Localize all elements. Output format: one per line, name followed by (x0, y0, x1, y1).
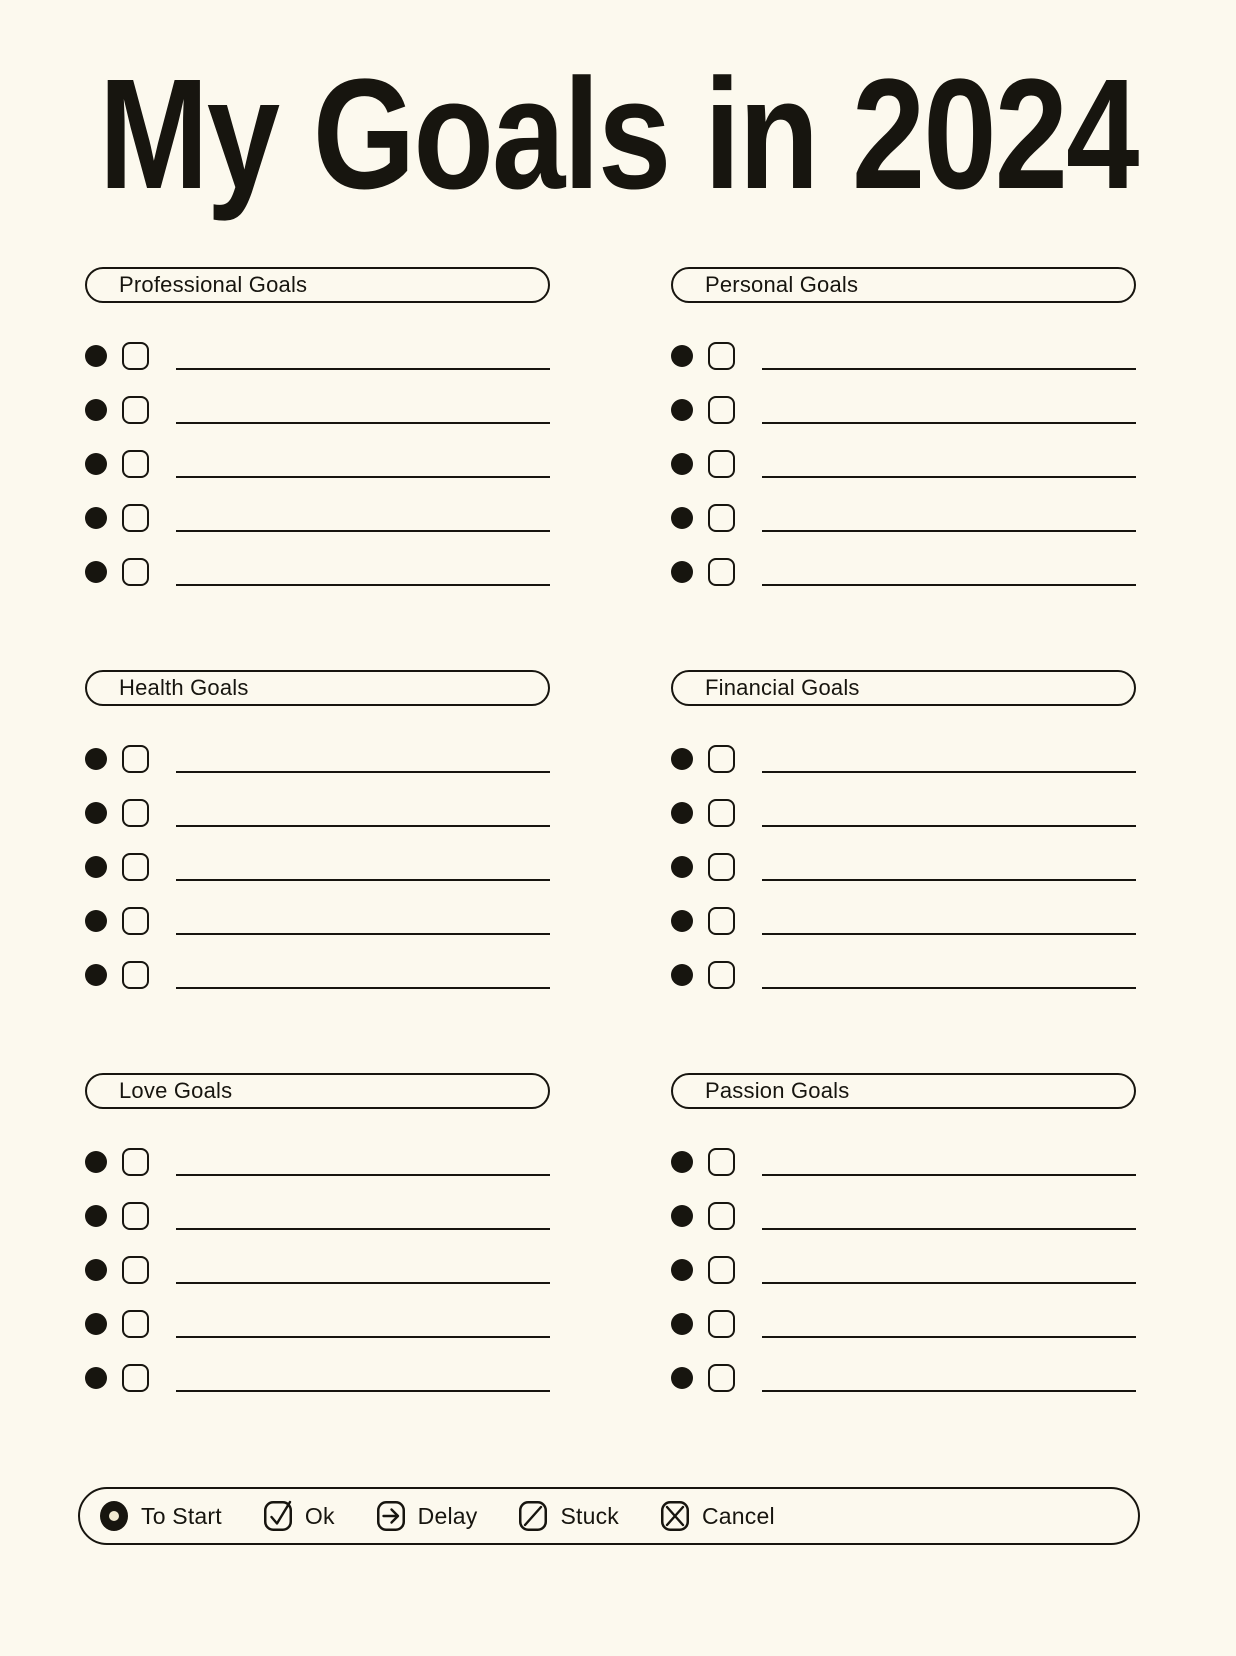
delay-arrow-icon (377, 1501, 405, 1531)
status-checkbox[interactable] (708, 1148, 735, 1176)
bullet-dot-icon (671, 453, 693, 475)
bullet-dot-icon (85, 910, 107, 932)
section-personal (671, 267, 1136, 599)
legend-item: To Start (100, 1501, 222, 1531)
status-checkbox[interactable] (122, 799, 149, 827)
legend-item: Cancel (661, 1501, 775, 1531)
goal-row (671, 948, 1136, 1002)
status-checkbox[interactable] (122, 558, 149, 586)
goal-writing-line[interactable] (176, 1336, 550, 1338)
section-title: Passion Goals (705, 1078, 850, 1103)
section-header-pill (85, 670, 550, 706)
section-financial (671, 670, 1136, 1002)
bullet-dot-icon (85, 964, 107, 986)
goal-row (85, 786, 550, 840)
bullet-dot-icon (671, 1313, 693, 1335)
bullet-dot-icon (85, 399, 107, 421)
section-rows (85, 1135, 550, 1405)
status-legend-bar (78, 1487, 1140, 1545)
section-header-pill (671, 1073, 1136, 1109)
status-checkbox[interactable] (708, 396, 735, 424)
goal-writing-line[interactable] (762, 825, 1136, 827)
status-checkbox[interactable] (708, 558, 735, 586)
goal-row (85, 948, 550, 1002)
goal-row (85, 1351, 550, 1405)
stuck-slash-icon (519, 1501, 547, 1531)
status-checkbox[interactable] (122, 853, 149, 881)
status-checkbox[interactable] (708, 504, 735, 532)
goal-writing-line[interactable] (176, 422, 550, 424)
section-rows (85, 329, 550, 599)
to-start-icon (100, 1501, 128, 1531)
goal-row (85, 491, 550, 545)
goal-writing-line[interactable] (762, 1336, 1136, 1338)
goal-writing-line[interactable] (762, 584, 1136, 586)
status-checkbox[interactable] (122, 1364, 149, 1392)
legend-item: Stuck (519, 1501, 619, 1531)
goal-writing-line[interactable] (762, 771, 1136, 773)
goal-row (85, 894, 550, 948)
goal-row (85, 329, 550, 383)
bullet-dot-icon (85, 748, 107, 770)
goal-row (85, 437, 550, 491)
status-checkbox[interactable] (708, 1202, 735, 1230)
goal-row (671, 329, 1136, 383)
goal-row (85, 1135, 550, 1189)
status-checkbox[interactable] (122, 450, 149, 478)
goal-writing-line[interactable] (176, 368, 550, 370)
goal-row (85, 1297, 550, 1351)
goal-row (671, 786, 1136, 840)
goal-row (85, 840, 550, 894)
goal-row (671, 545, 1136, 599)
section-title: Financial Goals (705, 675, 860, 700)
status-checkbox[interactable] (708, 745, 735, 773)
goal-writing-line[interactable] (762, 933, 1136, 935)
goal-row (671, 437, 1136, 491)
status-checkbox[interactable] (122, 1256, 149, 1284)
goal-writing-line[interactable] (762, 1282, 1136, 1284)
goal-row (671, 840, 1136, 894)
legend-items (100, 1501, 775, 1531)
bullet-dot-icon (85, 802, 107, 824)
goal-writing-line[interactable] (762, 1174, 1136, 1176)
goal-row (671, 1243, 1136, 1297)
section-love (85, 1073, 550, 1405)
goal-row (85, 383, 550, 437)
bullet-dot-icon (85, 856, 107, 878)
section-header-pill (671, 267, 1136, 303)
section-title: Health Goals (119, 675, 249, 700)
status-checkbox[interactable] (122, 1148, 149, 1176)
sections-grid (0, 267, 1236, 1405)
bullet-dot-icon (671, 345, 693, 367)
status-checkbox[interactable] (708, 799, 735, 827)
section-health (85, 670, 550, 1002)
section-passion (671, 1073, 1136, 1405)
goal-writing-line[interactable] (762, 987, 1136, 989)
status-checkbox[interactable] (708, 342, 735, 370)
bullet-dot-icon (671, 399, 693, 421)
bullet-dot-icon (671, 748, 693, 770)
section-rows (671, 1135, 1136, 1405)
bullet-dot-icon (671, 561, 693, 583)
section-rows (85, 732, 550, 1002)
goal-writing-line[interactable] (762, 368, 1136, 370)
goal-row (85, 1243, 550, 1297)
bullet-dot-icon (85, 1367, 107, 1389)
status-checkbox[interactable] (122, 961, 149, 989)
goal-row (85, 732, 550, 786)
goal-writing-line[interactable] (762, 879, 1136, 881)
section-professional (85, 267, 550, 599)
status-checkbox[interactable] (122, 504, 149, 532)
status-checkbox[interactable] (122, 745, 149, 773)
section-header-pill (85, 1073, 550, 1109)
bullet-dot-icon (671, 964, 693, 986)
goal-row (671, 732, 1136, 786)
bullet-dot-icon (85, 561, 107, 583)
section-title: Personal Goals (705, 272, 859, 297)
goal-writing-line[interactable] (176, 530, 550, 532)
status-checkbox[interactable] (708, 961, 735, 989)
goal-writing-line[interactable] (762, 1228, 1136, 1230)
status-checkbox[interactable] (708, 1256, 735, 1284)
bullet-dot-icon (671, 507, 693, 529)
status-checkbox[interactable] (122, 907, 149, 935)
bullet-dot-icon (85, 1151, 107, 1173)
legend-item: Ok (264, 1501, 335, 1531)
bullet-dot-icon (671, 1367, 693, 1389)
section-title: Love Goals (119, 1078, 233, 1103)
bullet-dot-icon (85, 1205, 107, 1227)
goal-row (671, 383, 1136, 437)
goal-row (671, 1297, 1136, 1351)
bullet-dot-icon (671, 1151, 693, 1173)
goal-row (671, 1351, 1136, 1405)
ok-check-icon (264, 1501, 292, 1531)
goal-planner-page (0, 47, 1236, 1656)
goal-writing-line[interactable] (176, 933, 550, 935)
bullet-dot-icon (671, 1259, 693, 1281)
bullet-dot-icon (671, 802, 693, 824)
bullet-dot-icon (671, 856, 693, 878)
section-rows (671, 732, 1136, 1002)
goal-writing-line[interactable] (176, 476, 550, 478)
section-header-pill (671, 670, 1136, 706)
status-checkbox[interactable] (122, 1202, 149, 1230)
goal-writing-line[interactable] (176, 1282, 550, 1284)
goal-row (671, 491, 1136, 545)
bullet-dot-icon (85, 507, 107, 529)
bullet-dot-icon (85, 1313, 107, 1335)
status-checkbox[interactable] (708, 450, 735, 478)
goal-row (671, 894, 1136, 948)
goal-writing-line[interactable] (176, 987, 550, 989)
goal-writing-line[interactable] (762, 1390, 1136, 1392)
goal-row (671, 1135, 1136, 1189)
cancel-x-icon (661, 1501, 689, 1531)
goal-writing-line[interactable] (176, 584, 550, 586)
goal-writing-line[interactable] (176, 1228, 550, 1230)
goal-writing-line[interactable] (762, 530, 1136, 532)
bullet-dot-icon (85, 345, 107, 367)
goal-writing-line[interactable] (176, 771, 550, 773)
bullet-dot-icon (85, 453, 107, 475)
goal-writing-line[interactable] (762, 422, 1136, 424)
goal-row (85, 545, 550, 599)
goal-writing-line[interactable] (176, 1390, 550, 1392)
status-checkbox[interactable] (708, 1310, 735, 1338)
goal-writing-line[interactable] (176, 879, 550, 881)
section-rows (671, 329, 1136, 599)
status-checkbox[interactable] (708, 907, 735, 935)
legend-item: Delay (377, 1501, 478, 1531)
status-checkbox[interactable] (708, 1364, 735, 1392)
bullet-dot-icon (671, 910, 693, 932)
bullet-dot-icon (85, 1259, 107, 1281)
status-checkbox[interactable] (122, 396, 149, 424)
goal-writing-line[interactable] (176, 825, 550, 827)
goal-row (85, 1189, 550, 1243)
goal-writing-line[interactable] (176, 1174, 550, 1176)
section-title: Professional Goals (119, 272, 308, 297)
bullet-dot-icon (671, 1205, 693, 1227)
status-checkbox[interactable] (122, 1310, 149, 1338)
status-checkbox[interactable] (708, 853, 735, 881)
section-header-pill (85, 267, 550, 303)
goal-row (671, 1189, 1136, 1243)
goal-writing-line[interactable] (762, 476, 1136, 478)
page-title: My Goals in 2024 (98, 47, 1138, 222)
status-checkbox[interactable] (122, 342, 149, 370)
